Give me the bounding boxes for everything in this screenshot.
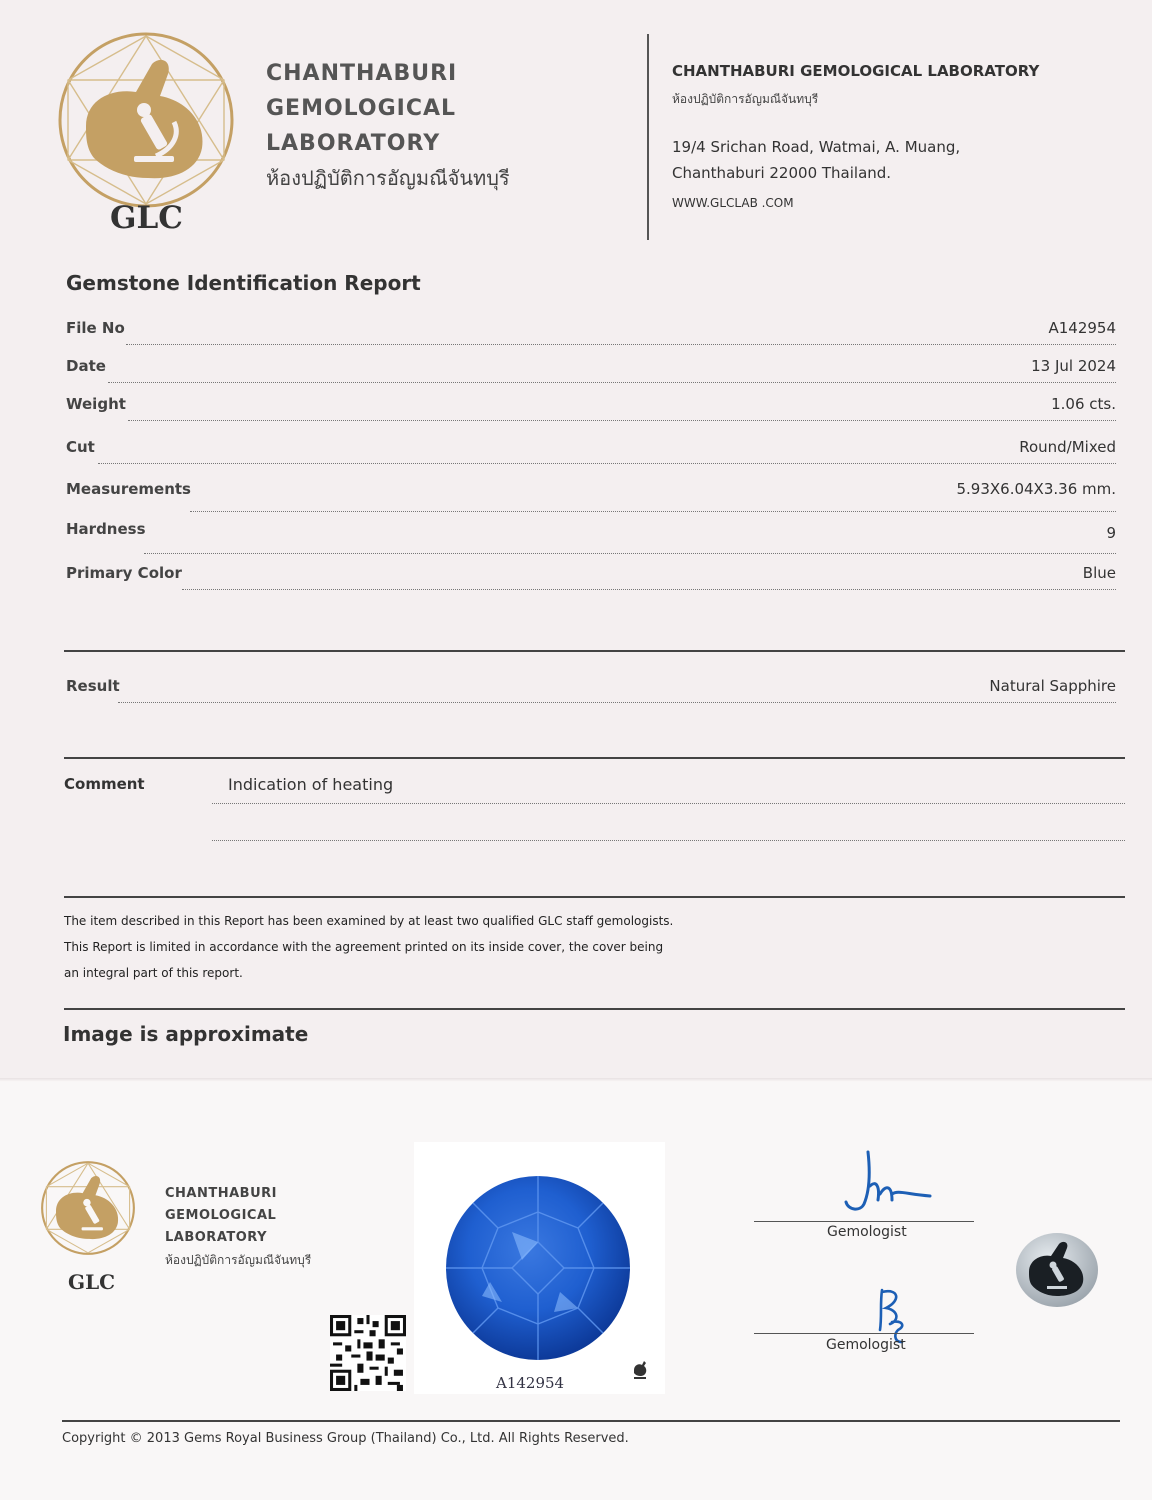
dotted-leader	[98, 463, 1116, 464]
field-value: Natural Sapphire	[989, 677, 1116, 695]
dotted-leader	[118, 702, 1116, 703]
brand-thai: ห้องปฏิบัติการอัญมณีจันทบุรี	[266, 166, 510, 190]
brand-line-1: CHANTHABURI	[165, 1186, 277, 1201]
gemologist-label-2: Gemologist	[826, 1337, 906, 1353]
gemologist-label-1: Gemologist	[827, 1224, 907, 1240]
dotted-leader	[126, 344, 1116, 345]
field-label: Weight	[66, 395, 126, 413]
disclaimer-line-3: an integral part of this report.	[64, 966, 243, 980]
photo-file-id: A142954	[496, 1374, 565, 1392]
dotted-leader	[190, 511, 1116, 512]
glc-mini-mark-icon	[632, 1360, 648, 1380]
dotted-leader	[108, 382, 1116, 383]
brand-abbr-small: GLC	[68, 1270, 116, 1294]
field-label: Cut	[66, 438, 95, 456]
field-label: File No	[66, 319, 125, 337]
field-label: Hardness	[66, 520, 146, 538]
brand-line-3: LABORATORY	[266, 131, 441, 156]
glc-logo-small-icon	[40, 1160, 136, 1256]
footer-divider	[62, 1420, 1120, 1422]
dotted-leader	[212, 840, 1125, 841]
field-row-hardness	[66, 520, 1116, 550]
comment-label: Comment	[64, 775, 145, 793]
disclaimer-line-2: This Report is limited in accordance with the agreement printed on its inside cover, the cover being	[64, 940, 664, 954]
dotted-leader	[212, 803, 1125, 804]
brand-thai: ห้องปฏิบัติการอัญมณีจันทบุรี	[165, 1253, 312, 1267]
field-value: Blue	[1082, 564, 1116, 582]
fold-crease	[0, 1078, 1152, 1082]
field-row-file-no	[66, 319, 1116, 349]
gemologist-signature-1-icon	[840, 1150, 940, 1216]
dotted-leader	[128, 420, 1116, 421]
lab-website: WWW.GLCLAB .COM	[672, 196, 794, 210]
lab-address-line-2: Chanthaburi 22000 Thailand.	[672, 164, 892, 182]
glc-logo-icon	[56, 30, 236, 210]
brand-name-small	[165, 1183, 311, 1271]
field-value: 1.06 cts.	[1051, 395, 1116, 413]
lab-thai: ห้องปฏิบัติการอัญมณีจันทบุรี	[672, 92, 819, 106]
signature-line	[754, 1221, 974, 1222]
field-value: A142954	[1048, 319, 1116, 337]
divider	[64, 650, 1125, 652]
field-label: Primary Color	[66, 564, 182, 582]
field-row-primary-color	[66, 564, 1116, 594]
lab-address	[672, 134, 960, 186]
header-divider	[647, 34, 649, 240]
field-label: Result	[66, 677, 120, 695]
brand-abbr: GLC	[110, 200, 183, 236]
field-row-cut	[66, 438, 1116, 468]
disclaimer	[64, 908, 673, 986]
qr-code-icon	[330, 1315, 406, 1391]
copyright: Copyright © 2013 Gems Royal Business Group (Thailand) Co., Ltd. All Rights Reserved.	[62, 1431, 629, 1446]
field-value: Round/Mixed	[1019, 438, 1116, 456]
field-row-weight	[66, 395, 1116, 425]
brand-line-1: CHANTHABURI	[266, 61, 458, 86]
field-row-result	[66, 677, 1116, 707]
dotted-leader	[144, 553, 1116, 554]
signature-line	[754, 1333, 974, 1334]
field-label: Measurements	[66, 480, 191, 498]
sapphire-gem-icon	[442, 1172, 634, 1364]
brand-line-2: GEMOLOGICAL	[165, 1208, 277, 1223]
hologram-seal-icon	[1015, 1232, 1099, 1308]
disclaimer-line-1: The item described in this Report has been examined by at least two qualified GLC staff gemologists.	[64, 914, 674, 928]
brand-line-2: GEMOLOGICAL	[266, 96, 457, 121]
dotted-leader	[182, 589, 1116, 590]
lab-name: CHANTHABURI GEMOLOGICAL LABORATORY	[672, 62, 1040, 80]
brand-name	[266, 56, 510, 196]
field-label: Date	[66, 357, 106, 375]
comment-value: Indication of heating	[228, 775, 394, 794]
report-title: Gemstone Identification Report	[66, 271, 421, 295]
divider	[64, 1008, 1125, 1010]
brand-line-3: LABORATORY	[165, 1230, 267, 1245]
divider	[64, 757, 1125, 759]
lab-address-line-1: 19/4 Srichan Road, Watmai, A. Muang,	[672, 138, 961, 156]
divider	[64, 896, 1125, 898]
field-row-measurements	[66, 480, 1116, 510]
field-row-date	[66, 357, 1116, 387]
field-value: 9	[1106, 524, 1116, 542]
field-value: 13 Jul 2024	[1031, 357, 1116, 375]
image-note: Image is approximate	[63, 1022, 309, 1046]
field-value: 5.93X6.04X3.36 mm.	[956, 480, 1116, 498]
